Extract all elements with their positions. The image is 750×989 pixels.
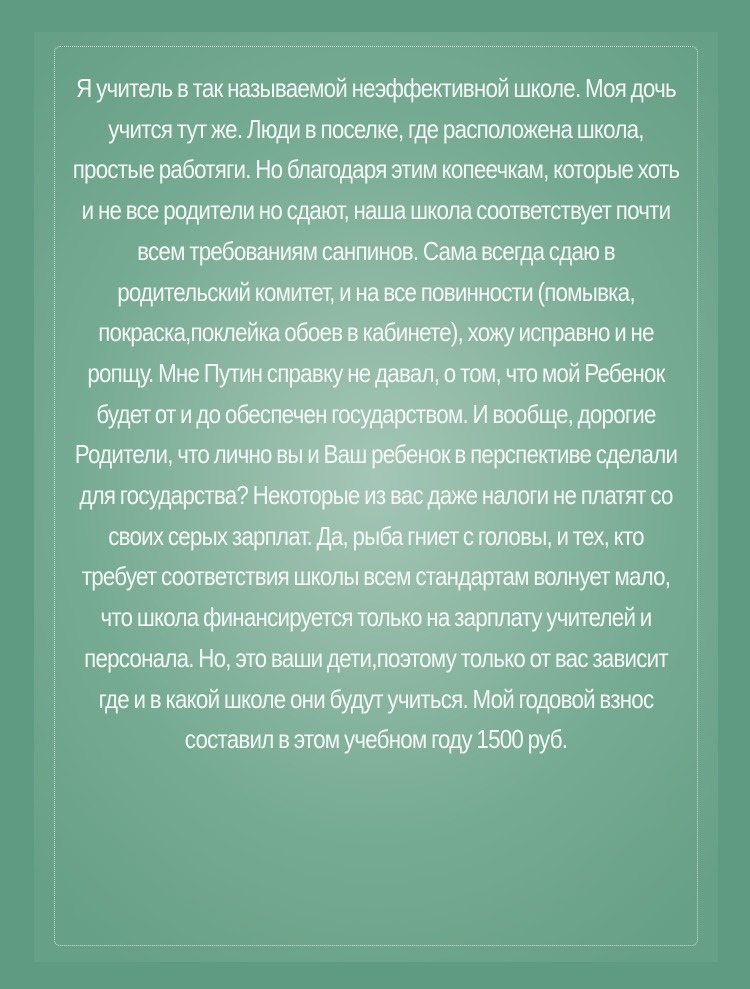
quote-card [34,32,718,962]
post-text: Я учитель в так называемой неэффективной школе. Моя дочь учится тут же. Люди в поселке, где расположена школа, простые работяги. Но благодаря этим копеечкам, которые хоть и не все родители но сдают, наша школа соответствует почти всем требованиям санпинов. Сама всегда сдаю в родительский комитет, и на все повинности (помывка, покраска,поклейка обоев в кабинете), хожу исправно и не ропщу. Мне Путин справку не давал, о том, что мой Ребенок будет от и до обеспечен государством. И вообще, дорогие Родители, что лично вы и Ваш ребенок в перспективе сделали для государства? Некоторые из вас даже налоги не платят со своих серых зарплат. Да, рыба гниет с головы, и тех, кто требует соответствия школы всем стандартам волнует мало, что школа финансируется только на зарплату учителей и персонала. Но, это ваши дети,поэтому только от вас зависит где и в какой школе они будут учиться. Мой годовой взнос составил в этом учебном году 1500 руб. [72,73,680,755]
